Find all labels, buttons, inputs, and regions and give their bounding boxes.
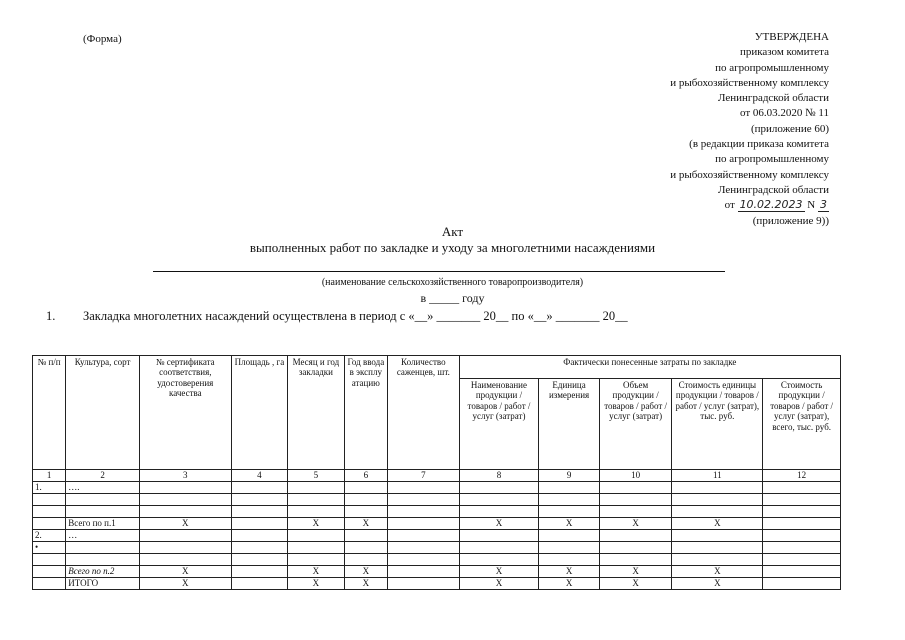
table-cell <box>66 506 140 518</box>
table-cell: X <box>288 578 344 590</box>
header-group-cell: Фактически понесенные затраты по закладке <box>459 356 840 379</box>
table-cell <box>539 542 600 554</box>
table-cell <box>763 554 841 566</box>
table-cell <box>459 554 539 566</box>
table-cell <box>33 578 66 590</box>
act-heading <box>0 224 905 256</box>
table-cell <box>33 518 66 530</box>
table-cell <box>231 482 287 494</box>
approval-line: по агропромышленному <box>715 61 829 74</box>
table-cell <box>344 494 387 506</box>
table-cell <box>459 506 539 518</box>
producer-caption: (наименование сельскохозяйственного товаропроизводителя) <box>321 277 584 288</box>
act-title: Акт <box>441 224 464 239</box>
table-cell <box>139 482 231 494</box>
approval-line: приказом комитета <box>739 46 829 59</box>
table-cell: X <box>539 578 600 590</box>
table-cell <box>599 530 672 542</box>
table-cell <box>763 530 841 542</box>
table-cell <box>388 530 460 542</box>
table-cell <box>231 578 287 590</box>
table-cell <box>231 554 287 566</box>
table-cell <box>139 542 231 554</box>
table-cell <box>599 554 672 566</box>
table-cell: X <box>539 518 600 530</box>
table-cell <box>672 554 763 566</box>
table-cell <box>288 530 344 542</box>
table-cell: X <box>599 566 672 578</box>
table-cell: 1. <box>33 482 66 494</box>
table-cell: X <box>672 578 763 590</box>
table-cell <box>33 566 66 578</box>
table-cell: X <box>539 566 600 578</box>
table-cell <box>288 482 344 494</box>
handwritten-date: 10.02.2023 <box>739 198 803 212</box>
table-cell <box>459 494 539 506</box>
table-row <box>33 566 841 578</box>
table-row <box>33 530 841 542</box>
header-cell: Месяц и год закладки <box>288 356 344 470</box>
table-cell: X <box>599 518 672 530</box>
table-cell <box>344 506 387 518</box>
column-number: 5 <box>288 470 344 482</box>
table-cell <box>763 518 841 530</box>
header-cell: Наименование продукции / товаров / работ / услуг (затрат) <box>459 379 539 470</box>
table-cell <box>459 542 539 554</box>
table-cell <box>139 506 231 518</box>
item-number: 1. <box>46 309 56 323</box>
table-cell <box>388 566 460 578</box>
period-line <box>46 309 628 324</box>
table-cell <box>599 494 672 506</box>
table-cell <box>139 494 231 506</box>
table-cell <box>33 494 66 506</box>
table-cell <box>231 542 287 554</box>
table-cell <box>763 494 841 506</box>
table-cell <box>231 566 287 578</box>
column-number: 12 <box>763 470 841 482</box>
table-cell: X <box>344 578 387 590</box>
table-body <box>33 482 841 590</box>
table-cell <box>288 554 344 566</box>
table-cell <box>231 506 287 518</box>
table-cell <box>388 494 460 506</box>
table-cell <box>599 482 672 494</box>
table-cell: …. <box>66 482 140 494</box>
table-cell <box>672 494 763 506</box>
table-cell <box>344 542 387 554</box>
table-cell: Всего по п.1 <box>66 518 140 530</box>
table-cell <box>231 494 287 506</box>
table-cell <box>763 482 841 494</box>
table-cell <box>33 554 66 566</box>
table-cell: X <box>599 578 672 590</box>
table-cell: X <box>139 566 231 578</box>
header-cell: Количество саженцев, шт. <box>388 356 460 470</box>
table-row <box>33 578 841 590</box>
table-cell <box>388 518 460 530</box>
table-row <box>33 518 841 530</box>
table-cell: X <box>672 518 763 530</box>
column-numbers-row <box>33 470 841 482</box>
table-cell: X <box>459 578 539 590</box>
table-cell <box>344 554 387 566</box>
table-cell <box>66 554 140 566</box>
table-row <box>33 494 841 506</box>
approval-line: Ленинградской области <box>718 183 829 196</box>
column-number: 7 <box>388 470 460 482</box>
table-cell <box>539 494 600 506</box>
column-number: 4 <box>231 470 287 482</box>
period-text: Закладка многолетних насаждений осуществлена в период с «__» _______ 20__ по «__» _______ 20__ <box>83 309 628 323</box>
column-number: 2 <box>66 470 140 482</box>
table-cell: 2. <box>33 530 66 542</box>
table-cell: X <box>139 518 231 530</box>
column-number: 8 <box>459 470 539 482</box>
header-cell: Культура, сорт <box>66 356 140 470</box>
table-cell <box>672 530 763 542</box>
table-cell <box>288 506 344 518</box>
table-cell <box>539 554 600 566</box>
table-cell: Всего по п.2 <box>66 566 140 578</box>
table-cell: X <box>344 518 387 530</box>
column-number: 10 <box>599 470 672 482</box>
table-cell <box>459 482 539 494</box>
table-cell <box>539 506 600 518</box>
amendment-date-line <box>670 198 829 213</box>
table-cell <box>66 494 140 506</box>
table-cell: X <box>288 566 344 578</box>
column-number: 11 <box>672 470 763 482</box>
table-cell <box>388 578 460 590</box>
header-cell: № сертификата соответствия, удостоверения качества <box>139 356 231 470</box>
approval-line: (приложение 60) <box>750 122 829 135</box>
approval-line: и рыбохозяйственному комплексу <box>670 168 829 181</box>
table-row <box>33 554 841 566</box>
table-cell <box>288 542 344 554</box>
header-cell: Стоимость продукции / товаров / работ / услуг (затрат), всего, тыс. руб. <box>763 379 841 470</box>
table-cell <box>763 578 841 590</box>
handwritten-number: 3 <box>820 198 827 212</box>
table-cell <box>33 506 66 518</box>
table-cell <box>288 494 344 506</box>
table-cell <box>672 542 763 554</box>
table-cell <box>139 554 231 566</box>
table-cell <box>599 506 672 518</box>
table-cell: X <box>672 566 763 578</box>
approval-line: (приложение 9)) <box>752 214 829 227</box>
approval-line: и рыбохозяйственному комплексу <box>670 76 829 89</box>
approval-line: Ленинградской области <box>718 92 829 105</box>
column-number: 3 <box>139 470 231 482</box>
table-cell <box>672 482 763 494</box>
header-cell: Единица измерения <box>539 379 600 470</box>
table-cell <box>539 482 600 494</box>
column-number: 9 <box>539 470 600 482</box>
date-prefix: от <box>724 199 735 212</box>
table-cell <box>763 506 841 518</box>
header-cell: Объем продукции / товаров / работ / услуг (затрат) <box>599 379 672 470</box>
table-row <box>33 506 841 518</box>
header-cell: № п/п <box>33 356 66 470</box>
table-cell <box>388 482 460 494</box>
table-cell <box>599 542 672 554</box>
header-cell: Площадь , га <box>231 356 287 470</box>
approval-line: от 06.03.2020 № 11 <box>740 107 829 120</box>
table-cell <box>539 530 600 542</box>
year-line: в _____ году <box>420 291 485 305</box>
header-cell: Год ввода в эксплу атацию <box>344 356 387 470</box>
form-label: (Форма) <box>83 33 122 45</box>
approval-line: (в редакции приказа комитета <box>689 138 829 151</box>
planting-works-table <box>32 355 841 590</box>
table-cell <box>763 566 841 578</box>
table-cell: X <box>288 518 344 530</box>
act-subtitle: выполненных работ по закладке и уходу за многолетними насаждениями <box>249 240 656 255</box>
table-row <box>33 482 841 494</box>
table-cell <box>66 542 140 554</box>
table-cell <box>139 530 231 542</box>
table-cell: • <box>33 542 66 554</box>
table-cell <box>344 530 387 542</box>
approval-title: УТВЕРЖДЕНА <box>754 31 829 43</box>
approval-block <box>670 30 829 229</box>
table-cell: X <box>139 578 231 590</box>
column-number: 6 <box>344 470 387 482</box>
header-cell: Стоимость единицы продукции / товаров / работ / услуг (затрат), тыс. руб. <box>672 379 763 470</box>
table-cell <box>763 542 841 554</box>
table-cell: … <box>66 530 140 542</box>
table-row <box>33 542 841 554</box>
table-cell: X <box>459 566 539 578</box>
table-cell <box>388 506 460 518</box>
table-cell: ИТОГО <box>66 578 140 590</box>
table-cell: X <box>459 518 539 530</box>
table-cell <box>231 518 287 530</box>
table-cell <box>672 506 763 518</box>
producer-name-line <box>153 270 725 272</box>
table-cell <box>459 530 539 542</box>
column-number: 1 <box>33 470 66 482</box>
table-cell <box>388 554 460 566</box>
approval-line: по агропромышленному <box>715 153 829 166</box>
table-cell: X <box>344 566 387 578</box>
table-cell <box>388 542 460 554</box>
number-prefix: N <box>807 199 816 212</box>
table-cell <box>231 530 287 542</box>
table-cell <box>344 482 387 494</box>
